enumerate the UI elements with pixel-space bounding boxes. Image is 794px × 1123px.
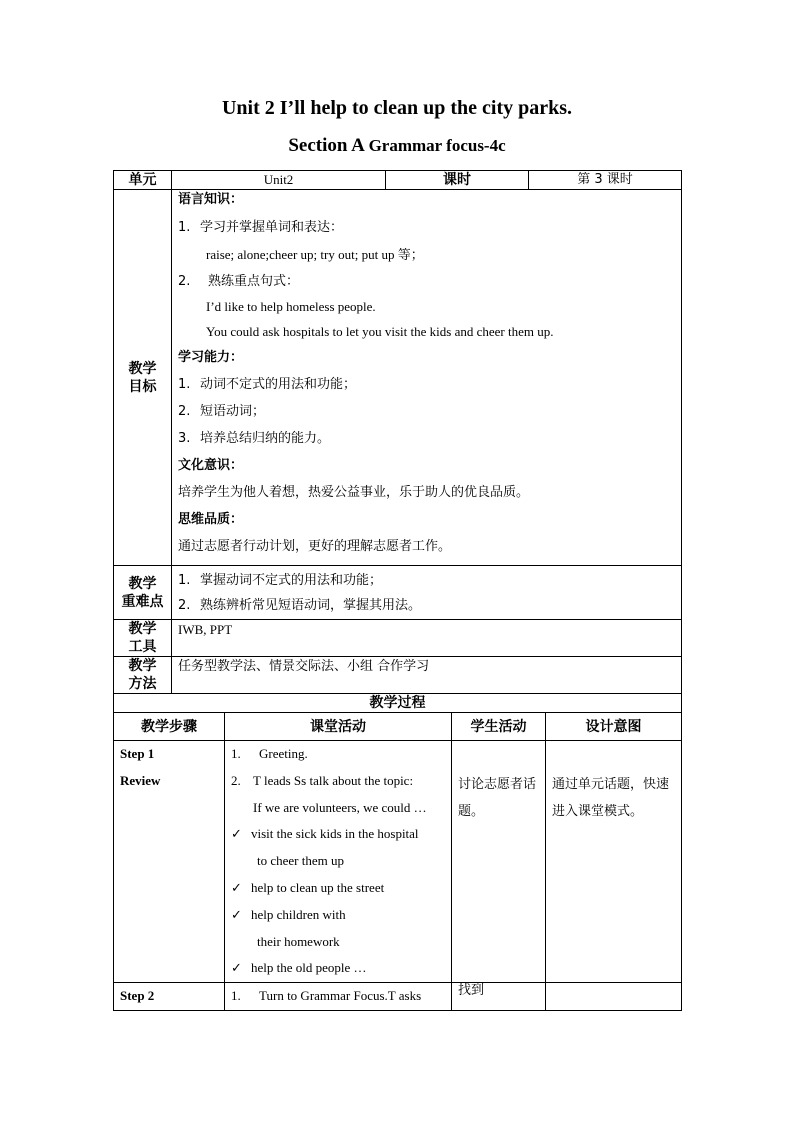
tools-row <box>114 620 682 657</box>
step1-design-intent: 通过单元话题，快速进入课堂模式。 <box>546 741 682 983</box>
period-label: 课时 <box>386 171 529 190</box>
ability-item-2-text: 短语动词； <box>200 404 266 419</box>
objectives-label <box>114 190 172 566</box>
lang-item-2-sentence-1: I’d like to help homeless people. <box>206 299 376 314</box>
step1-check-1-cont: to cheer them up <box>257 853 344 869</box>
process-header-row <box>114 713 682 741</box>
objectives-label-line2: 目标 <box>128 378 157 395</box>
key-points-label <box>114 566 172 620</box>
process-table <box>113 693 682 1011</box>
tools-label <box>114 620 172 657</box>
key-points-label-line2: 重难点 <box>121 593 164 610</box>
step1-activity-1-num: 1. <box>231 746 241 761</box>
culture-heading: 文化意识： <box>178 458 244 473</box>
lang-item-1-num: 1. <box>178 220 191 235</box>
col-header-class-activity: 课堂活动 <box>225 713 452 741</box>
step1-activity-cell <box>225 741 452 983</box>
unit-value: Unit2 <box>172 171 386 190</box>
step1-check-1-text: visit the sick kids in the hospital <box>251 826 419 842</box>
step1-activity-2-num: 2. <box>231 772 241 788</box>
lang-item-1-words: raise; alone;cheer up; try out; put up 等； <box>206 247 424 262</box>
step1-name: Step 1 <box>120 746 155 761</box>
objectives-content <box>172 190 682 566</box>
lang-item-2 <box>178 268 675 295</box>
lang-item-1 <box>178 214 675 241</box>
step1-activity-1 <box>231 741 445 768</box>
tools-label-line1: 教学 <box>128 621 157 637</box>
step2-row <box>114 983 682 1011</box>
col-header-step: 教学步骤 <box>114 713 225 741</box>
key-point-2-text: 熟练辨析常见短语动词，掌握其用法。 <box>200 597 422 613</box>
step2-activity-cell <box>225 983 452 1011</box>
check-icon: ✓ <box>231 906 242 922</box>
ability-item-1-text: 动词不定式的用法和功能； <box>200 377 357 392</box>
methods-label-line2: 方法 <box>128 676 157 692</box>
lang-item-2-text: 熟练重点句式： <box>208 274 300 289</box>
step1-activity-2 <box>231 768 445 795</box>
ability-item-3-num: 3. <box>178 431 191 446</box>
step1-check-4-text: help the old people … <box>251 960 367 976</box>
thinking-text: 通过志愿者行动计划，更好的理解志愿者工作。 <box>178 539 452 554</box>
step1-check-1 <box>231 821 445 848</box>
check-icon: ✓ <box>231 960 242 976</box>
step2-student-activity: 找到 <box>452 983 546 1011</box>
ability-item-3-text: 培养总结归纳的能力。 <box>200 431 331 446</box>
step2-name-cell <box>114 983 225 1011</box>
key-point-2-num: 2. <box>178 597 191 613</box>
ability-heading: 学习能力： <box>178 350 244 365</box>
key-points-label-line1: 教学 <box>128 575 157 592</box>
culture-text: 培养学生为他人着想，热爱公益事业，乐于助人的优良品质。 <box>178 485 530 500</box>
col-header-student-activity: 学生活动 <box>452 713 546 741</box>
ability-item-3 <box>178 425 675 452</box>
step1-name-cell <box>114 741 225 983</box>
methods-row <box>114 657 682 694</box>
subtitle-sub: Grammar focus-4c <box>368 136 506 155</box>
step1-activity-2-cont: If we are volunteers, we could … <box>253 799 427 815</box>
step1-activity-1-text: Greeting. <box>259 746 308 761</box>
check-icon: ✓ <box>231 826 242 842</box>
objectives-row <box>114 190 682 566</box>
ability-item-1 <box>178 371 675 398</box>
lang-item-2-num: 2. <box>178 274 191 289</box>
tools-label-line2: 工具 <box>128 639 157 655</box>
methods-label <box>114 657 172 694</box>
ability-item-2-num: 2. <box>178 404 191 419</box>
objectives-label-line1: 教学 <box>128 360 157 377</box>
step1-check-3-cont: their homework <box>257 933 340 949</box>
ability-item-1-num: 1. <box>178 377 191 392</box>
ability-item-2 <box>178 398 675 425</box>
unit-label: 单元 <box>114 171 172 190</box>
col-header-design-intent: 设计意图 <box>546 713 682 741</box>
step2-activity-1-num: 1. <box>231 988 241 1004</box>
step1-check-3-text: help children with <box>251 906 346 922</box>
step1-activity-2-text: T leads Ss talk about the topic: <box>253 772 414 788</box>
step1-sub: Review <box>120 772 161 788</box>
methods-label-line1: 教学 <box>128 658 157 674</box>
step2-design-intent <box>546 983 682 1011</box>
step1-check-3 <box>231 902 445 929</box>
process-title: 教学过程 <box>114 694 682 713</box>
section-subtitle <box>0 135 794 157</box>
step2-activity-1 <box>231 983 445 1010</box>
step1-row <box>114 741 682 983</box>
step2-name: Step 2 <box>120 988 155 1004</box>
key-point-1-text: 掌握动词不定式的用法和功能； <box>200 572 383 588</box>
step1-student-activity: 讨论志愿者话题。 <box>452 741 546 983</box>
check-icon: ✓ <box>231 879 242 895</box>
subtitle-main: Section A <box>288 135 364 156</box>
tools-value: IWB, PPT <box>172 620 682 657</box>
process-title-row <box>114 694 682 713</box>
lesson-info-table <box>113 170 682 694</box>
key-points-row <box>114 566 682 620</box>
step1-check-2 <box>231 875 445 902</box>
lang-item-1-text: 学习并掌握单词和表达： <box>200 220 344 235</box>
period-value: 第 3 课时 <box>529 171 682 190</box>
key-points-content <box>172 566 682 620</box>
key-point-2 <box>178 593 675 618</box>
lang-item-2-sentence-2: You could ask hospitals to let you visit the kids and cheer them up. <box>206 324 554 339</box>
methods-value: 任务型教学法、情景交际法、小组 合作学习 <box>172 657 682 694</box>
step1-check-2-text: help to clean up the street <box>251 879 385 895</box>
step2-activity-1-text: Turn to Grammar Focus.T asks <box>259 988 422 1004</box>
page-title: Unit 2 I’ll help to clean up the city parks. <box>221 97 573 119</box>
step1-check-4 <box>231 955 445 982</box>
lang-heading: 语言知识： <box>178 192 244 207</box>
thinking-heading: 思维品质： <box>178 512 244 527</box>
key-point-1 <box>178 568 675 593</box>
key-point-1-num: 1. <box>178 572 191 588</box>
unit-row <box>114 171 682 190</box>
